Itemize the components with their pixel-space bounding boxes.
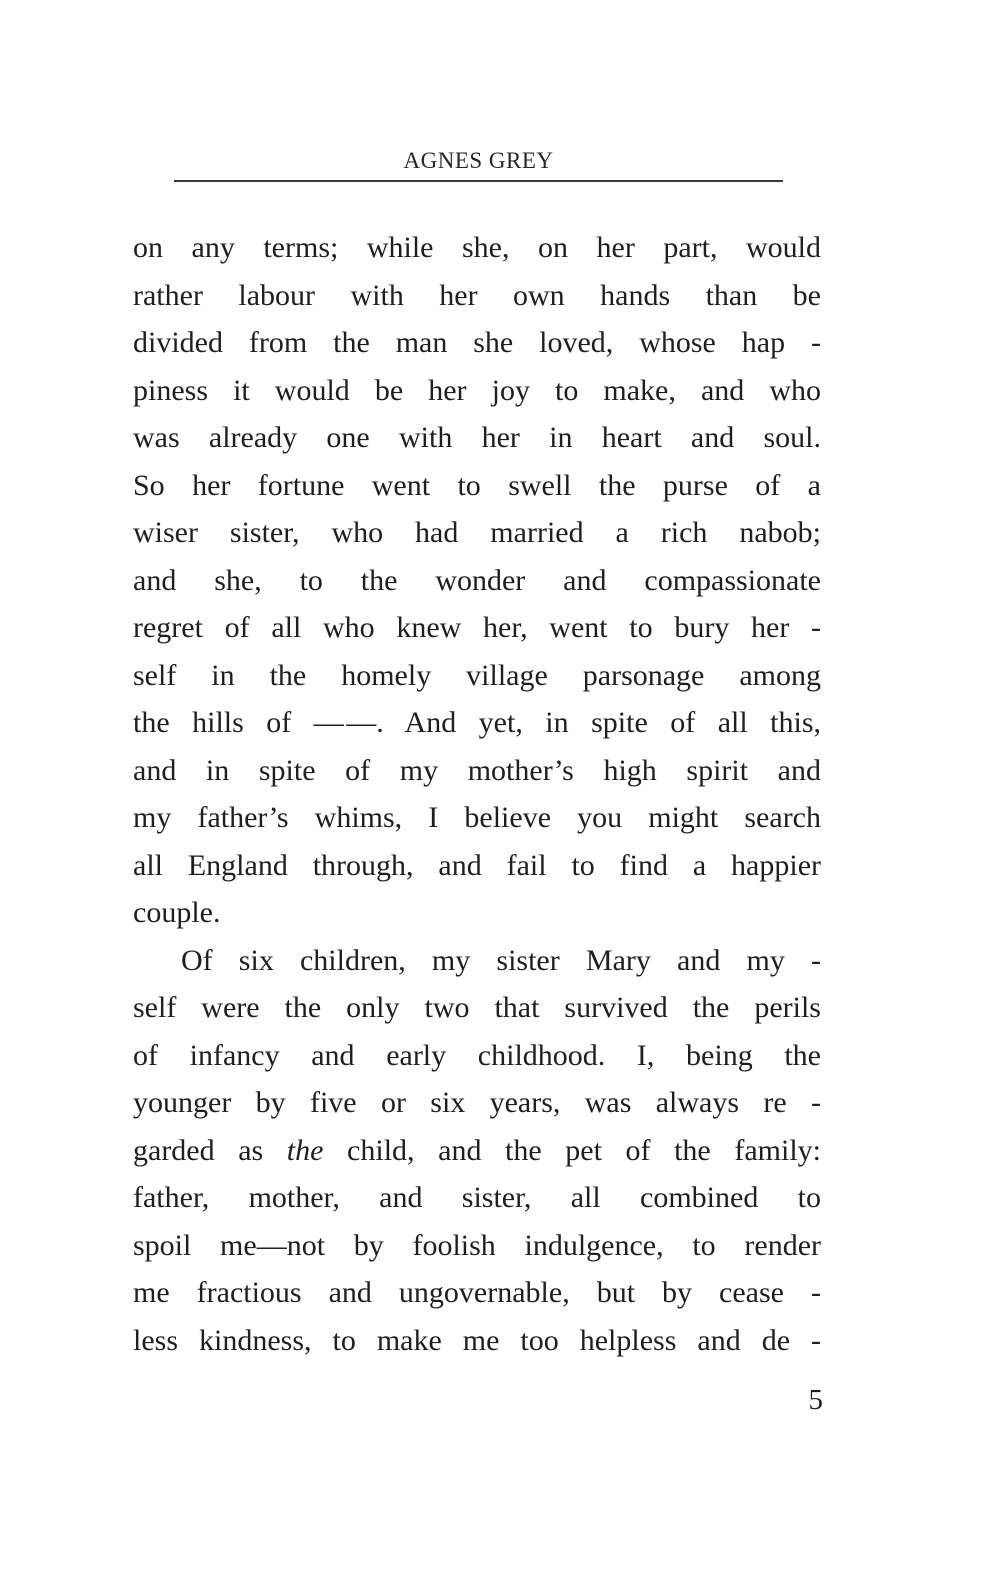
text-line: father, mother, and sister, all combined to — [133, 1181, 821, 1214]
text-line: self were the only two that survived the perils — [133, 991, 821, 1024]
text-line: less kindness, to make me too helpless and de - — [133, 1323, 821, 1357]
text-line: all England through, and fail to find a happier — [133, 848, 821, 882]
text-line: of infancy and early childhood. I, being the — [133, 1038, 821, 1072]
text-line: divided from the man she loved, whose hap - — [133, 326, 821, 359]
running-head: AGNES GREY — [403, 148, 554, 173]
header-rule — [174, 180, 783, 182]
text-line: piness it would be her joy to make, and who — [133, 373, 821, 407]
text-line: the hills of — —. And yet, in spite of all this, — [133, 706, 821, 739]
text-line: spoil me—not by foolish indulgence, to render — [133, 1228, 821, 1262]
text-line: So her fortune went to swell the purse of a — [133, 468, 821, 502]
text-line: and she, to the wonder and compassionate — [133, 563, 821, 597]
text-line: was already one with her in heart and soul. — [133, 421, 821, 454]
paragraph — [133, 937, 821, 1365]
text-line: my father’s whims, I believe you might search — [133, 801, 821, 834]
text-line: couple. — [133, 896, 221, 929]
italic-word: the — [286, 1133, 324, 1167]
text-line: wiser sister, who had married a rich nabob; — [133, 516, 821, 549]
text-line: garded as the child, and the pet of the family: — [133, 1133, 821, 1167]
text-line: on any terms; while she, on her part, would — [133, 231, 821, 264]
text-line: self in the homely village parsonage among — [133, 658, 821, 692]
text-line: me fractious and ungovernable, but by cease - — [133, 1276, 821, 1309]
paragraph — [133, 224, 821, 937]
page-number: 5 — [808, 1384, 823, 1416]
text-line: rather labour with her own hands than be — [133, 278, 821, 312]
text-line: regret of all who knew her, went to bury her - — [133, 611, 821, 644]
text-line: younger by five or six years, was always re - — [133, 1086, 821, 1119]
text-line: and in spite of my mother’s high spirit and — [133, 753, 821, 787]
text-line: Of six children, my sister Mary and my - — [181, 943, 821, 977]
body-text — [133, 224, 821, 1364]
